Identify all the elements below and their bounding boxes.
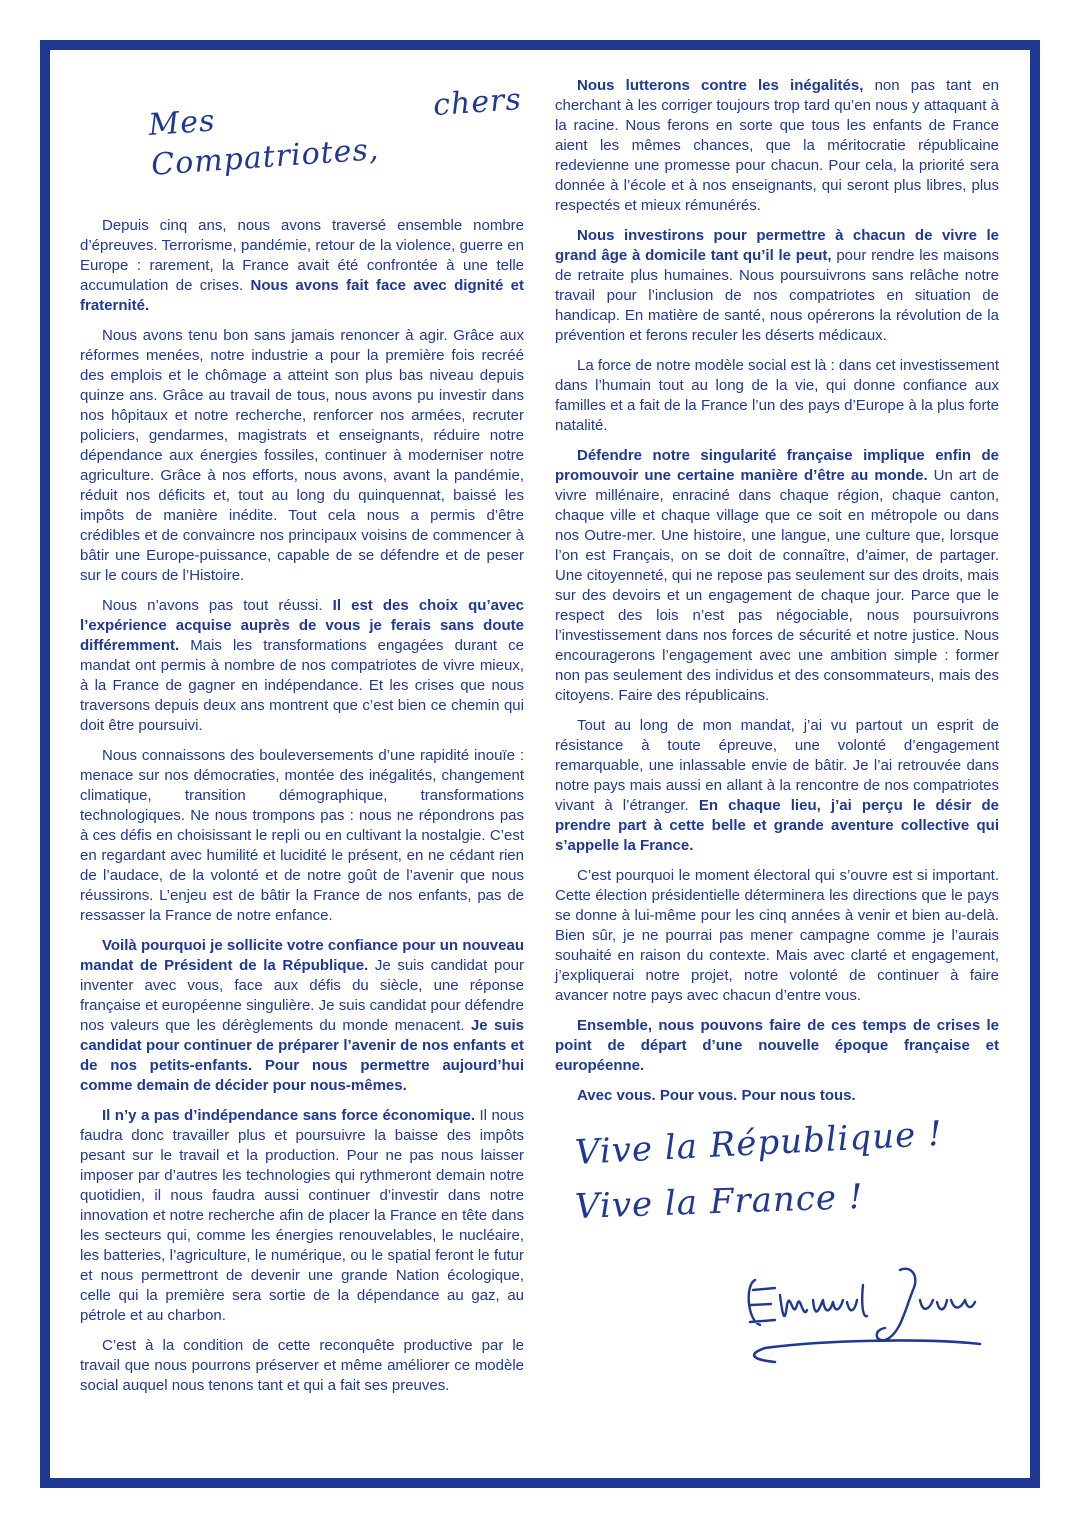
letter-frame xyxy=(40,40,1040,1488)
signature-image xyxy=(735,1250,995,1370)
bold-text: Défendre notre singularité française implique enfin de promouvoir une certaine manière d’être au monde. xyxy=(555,447,999,484)
closing-line: Avec vous. Pour vous. Pour nous tous. xyxy=(577,1087,856,1104)
bold-text: Nous lutterons contre les inégalités, xyxy=(577,77,864,94)
paragraph xyxy=(80,216,524,316)
text: Nous n’avons pas tout réussi. xyxy=(102,597,333,614)
bold-text: Je suis candidat pour continuer de préparer l’avenir de nos enfants et de nos petits-enfants. Pour nous permettre aujourd’hui comme demain de décider pour nous-mêmes. xyxy=(80,1017,524,1094)
paragraph xyxy=(555,226,999,346)
paragraph xyxy=(80,1106,524,1326)
bold-text: Il n’y a pas d’indépendance sans force économique. xyxy=(102,1107,476,1124)
handwritten-closing xyxy=(573,1113,999,1234)
text: Je suis candidat pour inventer avec vous, face aux défis du siècle, une réponse française et européenne singulière. Je suis candidat pour défendre nos valeurs que les dérèglements du monde menacent. xyxy=(80,957,525,1034)
paragraph: Nous connaissons des bouleversements d’une rapidité inouïe : menace sur nos démocraties, montée des inégalités, changement climatique, transition démographique, transformations technologiques. Ne nous trompons pas : nous ne répondrons pas à ces défis en choisissant le repli ou en cultivant la nostalgie. C’est en regardant avec humilité et lucidité le présent, en ne cédant rien de l’audace, de la volonté et de notre goût de l’avenir que nous réussirons. L’enjeu est de bâtir la France de nos enfants, pas de ressasser la France de notre enfance. xyxy=(80,747,524,924)
paragraph xyxy=(555,1016,999,1076)
right-column xyxy=(555,76,999,1370)
bold-text: Ensemble, nous pouvons faire de ces temps de crises le point de départ d’une nouvelle époque française et européenne. xyxy=(555,1017,999,1074)
paragraph: La force de notre modèle social est là : dans cet investissement dans l’humain tout au long de la vie, qui donne confiance aux familles et a fait de la France l’un des pays d’Europe à la plus forte natalité. xyxy=(555,357,999,434)
paragraph: C’est à la condition de cette reconquête productive par le travail que nous pourrons préserver et même améliorer ce modèle social auquel nous tenons tant et qui a fait ses preuves. xyxy=(80,1337,524,1394)
text: Il nous faudra donc travailler plus et poursuivre la baisse des impôts pesant sur le travail et la production. Pour ne pas nous laisser imposer par d’autres les technologies qui rythmeront demain notre quotidien, il nous faudra aussi continuer d’investir dans notre innovation et notre recherche afin de placer la France en tête dans les secteurs qui, comme les énergies renouvelables, le nucléaire, les batteries, l’agriculture, le numérique, ou le spatial feront le futur et nous permettront de devenir une grande Nation écologique, celle qui la première sera sortie de la dépendance au gaz, au pétrole et au charbon. xyxy=(80,1107,524,1324)
bold-text: Nous investirons pour permettre à chacun de vivre le grand âge à domicile tant qu’il le peut, xyxy=(555,227,999,264)
left-column xyxy=(80,76,524,1406)
text: Tout au long de mon mandat, j’ai vu partout un esprit de résistance à toute épreuve, une volonté d’engagement remarquable, une inlassable envie de bâtir. Je l’ai retrouvée dans notre pays mais aussi en allant à la rencontre de nos compatriotes vivant à l’étranger. xyxy=(555,717,999,814)
bold-text: Nous avons fait face avec dignité et fraternité. xyxy=(80,277,525,314)
paragraph xyxy=(555,716,999,856)
bold-text: Voilà pourquoi je sollicite votre confiance pour un nouveau mandat de Président de la République. xyxy=(80,937,524,974)
paragraph xyxy=(80,596,524,736)
vive-republique: Vive la République ! xyxy=(573,1113,944,1173)
paragraph: C’est pourquoi le moment électoral qui s’ouvre est si important. Cette élection présidentielle déterminera les directions que le pays se donne à lui-même pour les cinq années à venir et bien au-delà. Bien sûr, je ne pourrai pas mener campagne comme je l’aurais souhaité en raison du contexte. Mais avec clarté et engagement, j’expliquerai notre projet, notre volonté de continuer à faire avancer notre pays avec chacun d’entre vous. xyxy=(555,867,999,1004)
handwritten-salutation: Mes chers Compatriotes, xyxy=(147,82,523,183)
paragraph xyxy=(555,76,999,216)
paragraph xyxy=(80,936,524,1096)
vive-france: Vive la France ! xyxy=(574,1176,865,1227)
text: pour rendre les maisons de retraite plus humaines. Nous poursuivrons sans relâche notre travail pour l’inclusion de nos compatriotes en situation de handicap. En matière de santé, nous opérerons la révolution de la prévention et ferons reculer les déserts médicaux. xyxy=(555,247,999,344)
text: Mais les transformations engagées durant ce mandat ont permis à nombre de nos compatriotes de vivre mieux, à la France de gagner en indépendance. Et les crises que nous traversons depuis deux ans montrent que c’est bien ce chemin qui doit être poursuivi. xyxy=(80,637,524,734)
bold-text: Il est des choix qu’avec l’expérience acquise auprès de vous je ferais sans doute différemment. xyxy=(80,597,524,654)
text: Depuis cinq ans, nous avons traversé ensemble nombre d’épreuves. Terrorisme, pandémie, retour de la violence, guerre en Europe : rarement, la France avait été confrontée à une telle accumulation de crises. xyxy=(80,217,524,294)
paragraph xyxy=(555,446,999,706)
signature xyxy=(735,1250,995,1370)
text: non pas tant en cherchant à les corriger toujours trop tard qu’en nous y attaquant à la racine. Nous ferons en sorte que tous les enfants de France aient les mêmes chances, que la méritocratie républicaine redevienne une promesse pour chacun. Pour cela, la priorité sera donnée à l’école et à nos enseignants, qui seront plus libres, plus respectés et mieux rémunérés. xyxy=(555,77,999,214)
text: Un art de vivre millénaire, enraciné dans chaque région, chaque canton, chaque ville et chaque village que ce soit en métropole ou dans nos Outre-mer. Une histoire, une langue, une culture que, lorsque l’on est Français, on se doit de connaître, d’aimer, de partager. Une citoyenneté, qui ne repose pas seulement sur des droits, mais sur des devoirs et un engagement de chaque jour. Parce que le respect des lois n’est pas négociable, nous poursuivrons l’investissement dans nos forces de sécurité et notre justice. Nous encouragerons l’engagement avec une ambition simple : former non pas seulement des individus et des consommateurs, mais des citoyens. Faire des républicains. xyxy=(555,467,999,704)
bold-text: En chaque lieu, j’ai perçu le désir de prendre part à cette belle et grande aventure collective qui s’appelle la France. xyxy=(555,797,1000,854)
paragraph: Nous avons tenu bon sans jamais renoncer à agir. Grâce aux réformes menées, notre industrie a pour la première fois recréé des emplois et le chômage a atteint son plus bas niveau depuis quinze ans. Grâce au travail de tous, nous avons pu investir dans nos hôpitaux et notre recherche, renforcer nos armées, recruter policiers, gendarmes, magistrats et enseignants, réduire notre dépendance aux énergies fossiles, continuer à moderniser notre agriculture. Grâce à nos efforts, nous avons, avant la pandémie, réduit nos déficits et, tout au long du quinquennat, baissé les impôts de manière inédite. Tout cela nous a permis d’être crédibles et de convaincre nos principaux voisins de commencer à bâtir une Europe-puissance, capable de se défendre et de peser sur le cours de l’Histoire. xyxy=(80,327,524,584)
